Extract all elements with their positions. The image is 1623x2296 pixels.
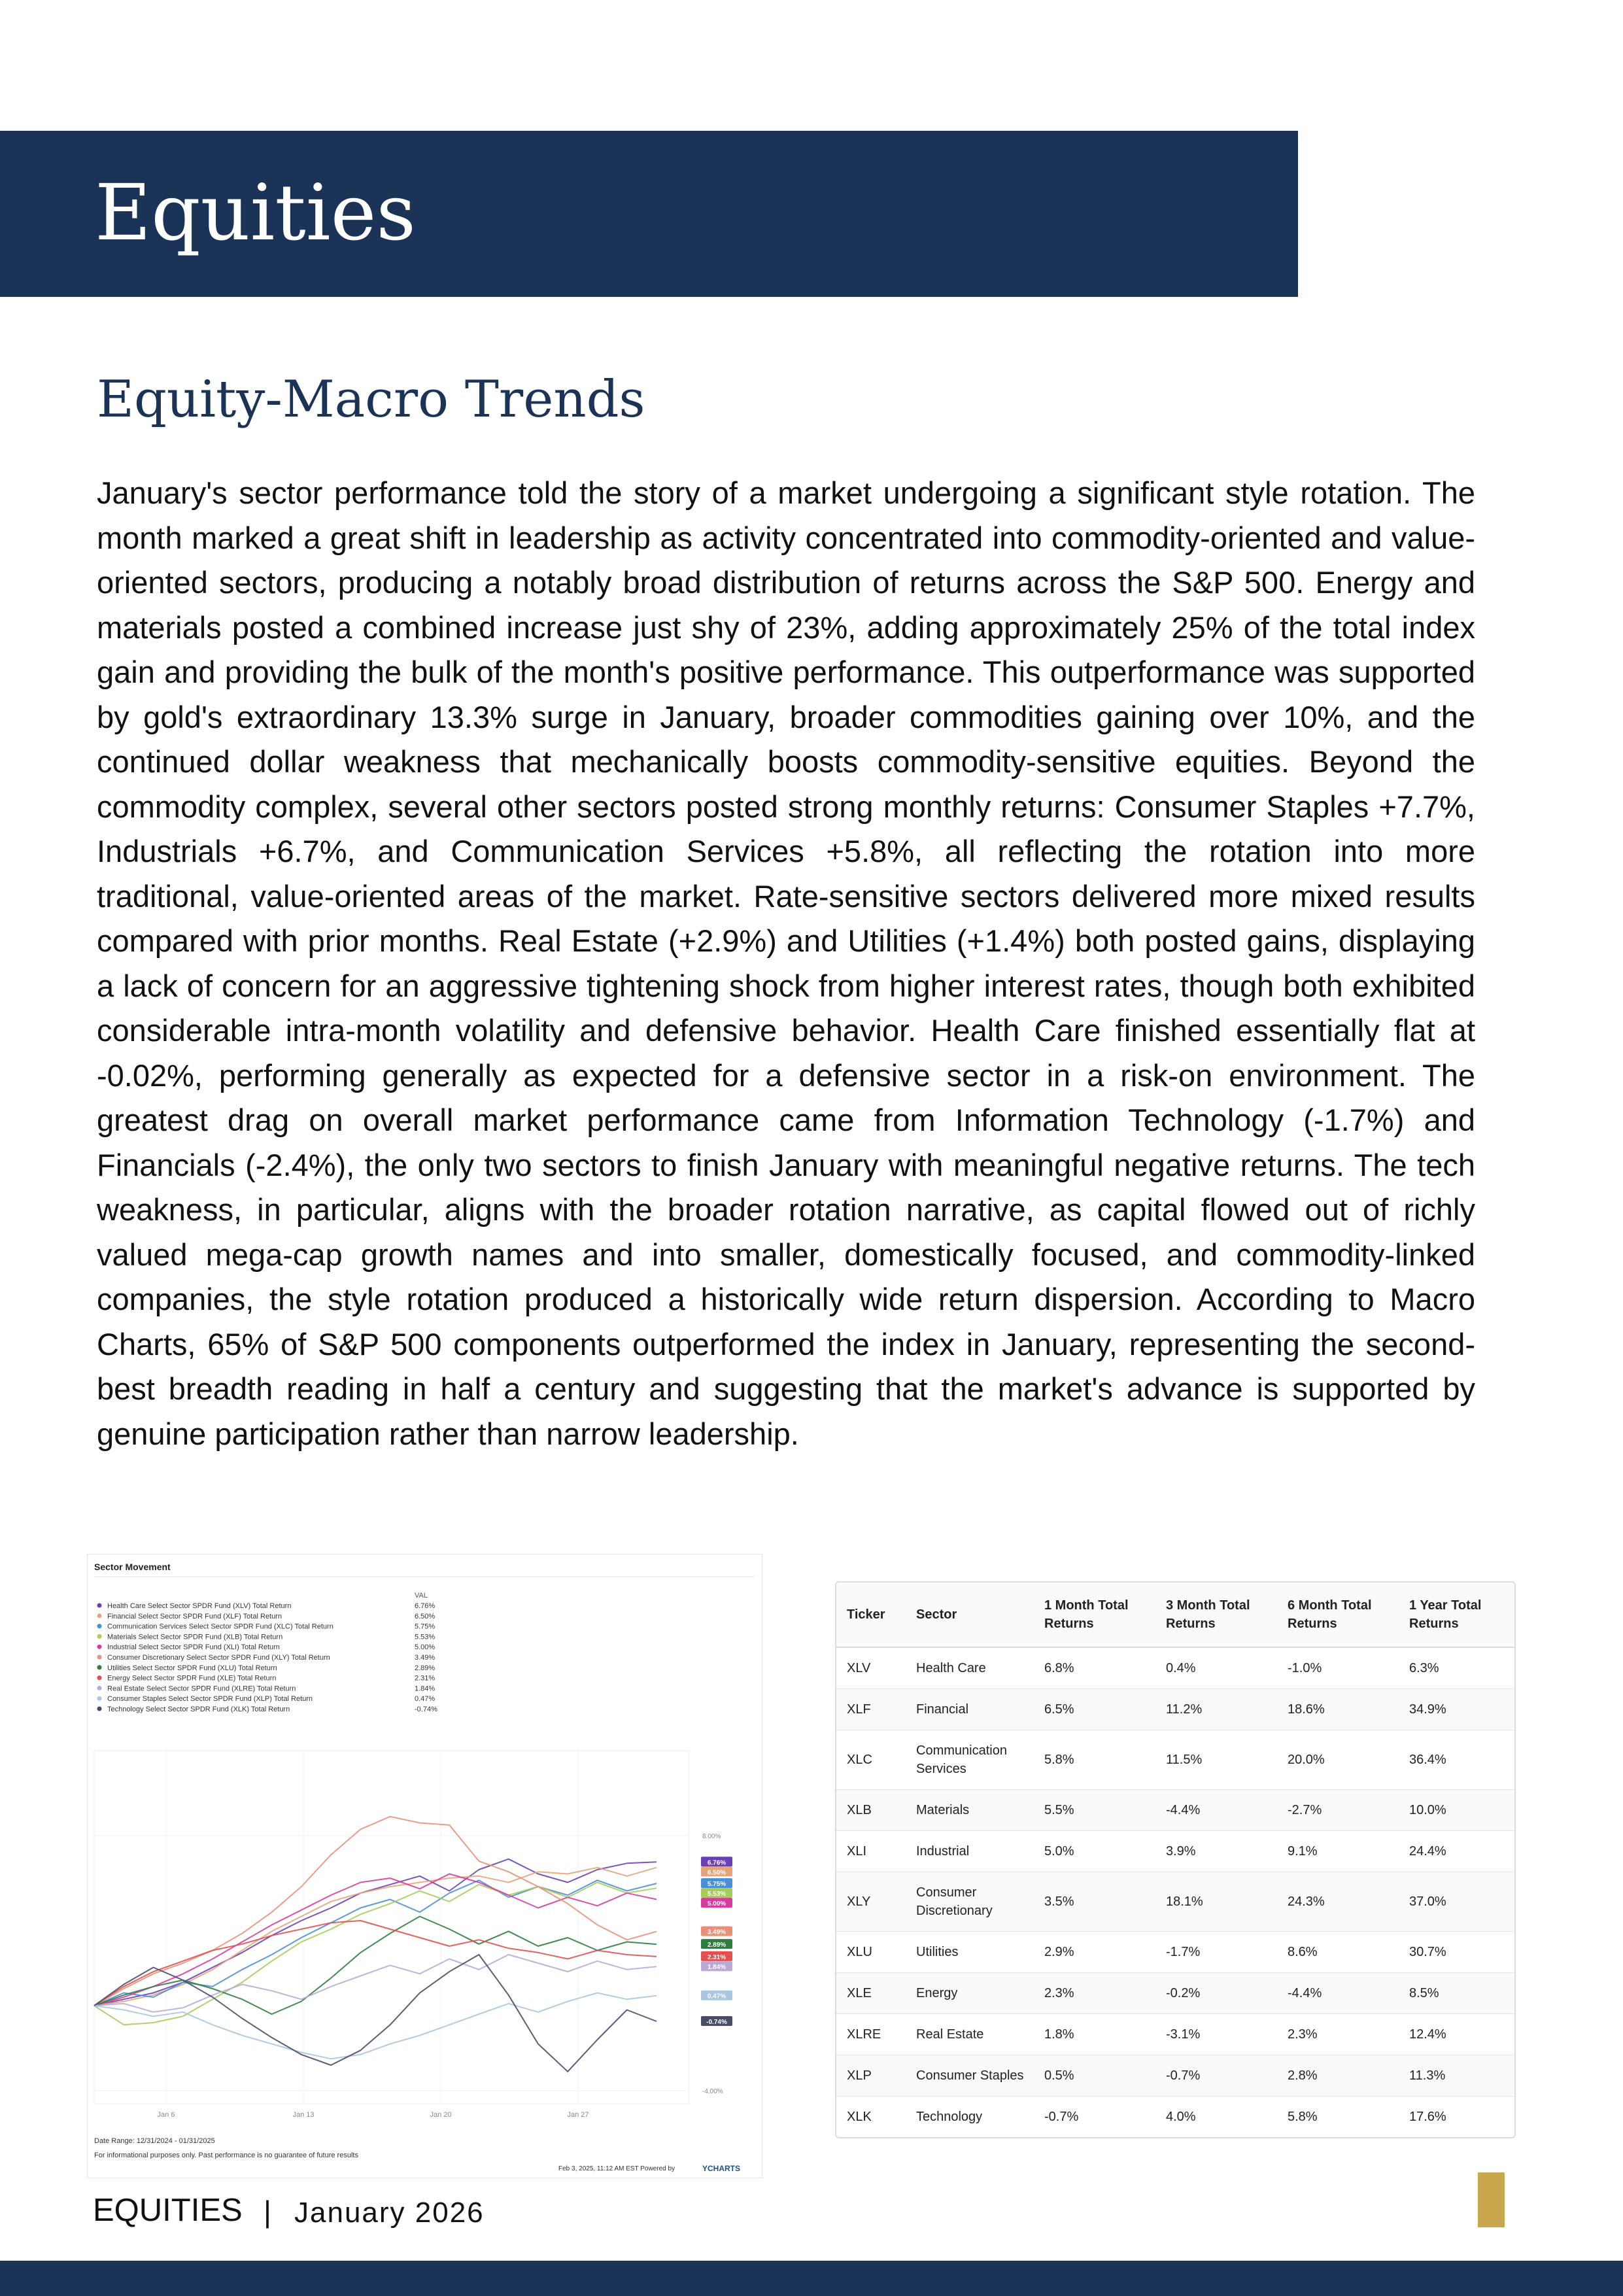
legend-value: 5.53%: [415, 1633, 436, 1641]
end-value-label: 2.89%: [707, 1942, 726, 1949]
cell-1m: 6.8%: [1034, 1648, 1155, 1689]
chart-timestamp: Feb 3, 2025, 11:12 AM EST Powered by: [558, 2165, 675, 2172]
cell-3m: 11.5%: [1155, 1730, 1277, 1790]
chart-title: Sector Movement: [94, 1562, 171, 1572]
cell-1y: 36.4%: [1399, 1730, 1514, 1790]
table-row: [836, 1790, 1514, 1831]
legend-dot: [97, 1665, 102, 1670]
cell-3m: -3.1%: [1155, 2014, 1277, 2055]
legend-value: 1.84%: [415, 1685, 436, 1693]
legend-value: 0.47%: [415, 1695, 436, 1704]
end-value-label: 6.76%: [707, 1859, 726, 1867]
cell-ticker: XLI: [836, 1831, 906, 1872]
legend-value: 5.75%: [415, 1622, 436, 1631]
end-value-label: -0.74%: [706, 2019, 727, 2027]
footer-date: January 2026: [294, 2197, 485, 2229]
footer-section-label: EQUITIES: [93, 2193, 243, 2228]
table-row: [836, 1932, 1514, 1973]
cell-1y: 6.3%: [1399, 1648, 1514, 1689]
end-value-label: 0.47%: [707, 1993, 726, 2000]
end-value-label: 3.49%: [707, 1928, 726, 1936]
cell-6m: -1.0%: [1277, 1648, 1399, 1689]
cell-3m: 3.9%: [1155, 1831, 1277, 1872]
legend-value: 6.50%: [415, 1612, 436, 1620]
cell-sector: Materials: [906, 1790, 1034, 1831]
end-value-label: 5.53%: [707, 1891, 726, 1898]
col-header-6m: 6 Month Total Returns: [1277, 1583, 1399, 1648]
footer-separator: |: [264, 2195, 271, 2229]
cell-ticker: XLU: [836, 1932, 906, 1973]
legend-dot: [97, 1707, 102, 1711]
cell-1m: 5.0%: [1034, 1831, 1155, 1872]
cell-6m: -2.7%: [1277, 1790, 1399, 1831]
sector-movement-chart: [87, 1554, 762, 2178]
end-value-label: 5.75%: [707, 1881, 726, 1889]
legend-value: 3.49%: [415, 1654, 436, 1662]
cell-6m: 2.8%: [1277, 2055, 1399, 2097]
ycharts-logo: YCHARTS: [702, 2164, 741, 2173]
series-line: [94, 1993, 657, 2059]
legend-dot: [97, 1624, 102, 1628]
cell-3m: 4.0%: [1166, 2110, 1196, 2124]
legend-label: Industrial Select Sector SPDR Fund (XLI) Total Return: [107, 1643, 280, 1652]
cell-3m: 11.2%: [1155, 1689, 1277, 1730]
series-line: [94, 1921, 657, 2006]
cell-3m: -0.7%: [1155, 2055, 1277, 2097]
legend-label: Health Care Select Sector SPDR Fund (XLV) Total Return: [107, 1602, 292, 1610]
cell-ticker: XLY: [836, 1872, 906, 1932]
legend-dot: [97, 1645, 102, 1649]
cell-sector: Utilities: [906, 1932, 1034, 1973]
table-row: [836, 1973, 1514, 2014]
cell-ticker: XLP: [836, 2055, 906, 2097]
cell-ticker: XLE: [836, 1973, 906, 2014]
legend-dot: [97, 1613, 102, 1618]
y-tick-label: 8.00%: [702, 1833, 721, 1840]
legend-label: Materials Select Sector SPDR Fund (XLB) Total Return: [107, 1633, 283, 1641]
legend-label: Technology Select Sector SPDR Fund (XLK) Total Return: [107, 1705, 290, 1713]
table-row: [836, 1831, 1514, 1872]
legend-label: Communication Services Select Sector SPDR Fund (XLC) Total Return: [107, 1622, 333, 1631]
x-tick-label: Jan 6: [157, 2111, 175, 2119]
chart-svg: [88, 1554, 763, 2179]
cell-1y: 11.3%: [1399, 2055, 1514, 2097]
cell-1m: 5.8%: [1034, 1730, 1155, 1790]
cell-6m: 9.1%: [1277, 1831, 1399, 1872]
cell-ticker: XLV: [836, 1648, 906, 1689]
table-row: [836, 1648, 1514, 1689]
cell-1m: -0.7%: [1044, 2110, 1079, 2124]
legend-value: 2.31%: [415, 1674, 436, 1683]
cell-1m: 3.5%: [1034, 1872, 1155, 1932]
end-value-label: 5.00%: [707, 1900, 726, 1908]
col-header-ticker: Ticker: [836, 1583, 906, 1648]
cell-sector: Health Care: [906, 1648, 1034, 1689]
x-tick-label: Jan 27: [567, 2111, 589, 2119]
section-title: Equity-Macro Trends: [97, 370, 645, 429]
table-row: [836, 1872, 1514, 1932]
legend-header: VAL: [415, 1592, 428, 1600]
disclaimer: For informational purposes only. Past performance is no guarantee of future results: [94, 2151, 358, 2159]
footer-bar: [0, 2261, 1623, 2296]
cell-sector: Technology: [916, 2110, 983, 2124]
cell-1y: 17.6%: [1409, 2110, 1446, 2124]
series-line: [94, 1817, 657, 2006]
cell-3m: 18.1%: [1155, 1872, 1277, 1932]
cell-ticker: XLRE: [836, 2014, 906, 2055]
series-line: [94, 1859, 657, 2006]
cell-1m: 1.8%: [1034, 2014, 1155, 2055]
legend-value: 2.89%: [415, 1664, 436, 1672]
cell-sector: Consumer Discretionary: [906, 1872, 1034, 1932]
legend-dot: [97, 1696, 102, 1701]
cell-ticker: XLB: [836, 1790, 906, 1831]
cell-1m: 2.9%: [1034, 1932, 1155, 1973]
legend-label: Consumer Staples Select Sector SPDR Fund (XLP) Total Return: [107, 1695, 313, 1704]
x-tick-label: Jan 20: [430, 2111, 452, 2119]
cell-3m: -0.2%: [1155, 1973, 1277, 2014]
plot-frame: [94, 1751, 689, 2104]
cell-1m: 6.5%: [1034, 1689, 1155, 1730]
legend-value: -0.74%: [415, 1705, 437, 1713]
table-row: [836, 1689, 1514, 1730]
end-value-label: 2.31%: [707, 1953, 726, 1961]
cell-ticker: XLC: [836, 1730, 906, 1790]
cell-sector: Communication Services: [906, 1730, 1034, 1790]
legend-label: Consumer Discretionary Select Sector SPDR Fund (XLY) Total Return: [107, 1654, 330, 1662]
x-tick-label: Jan 13: [292, 2111, 315, 2119]
cell-ticker: XLK: [847, 2110, 872, 2124]
legend-dot: [97, 1675, 102, 1680]
cell-6m: 2.3%: [1277, 2014, 1399, 2055]
legend-dot: [97, 1686, 102, 1690]
cell-6m: 24.3%: [1277, 1872, 1399, 1932]
table-header-row: [836, 1583, 1514, 1648]
cell-6m: -4.4%: [1277, 1973, 1399, 2014]
legend-label: Energy Select Sector SPDR Fund (XLE) Total Return: [107, 1674, 277, 1683]
end-value-label: 1.84%: [707, 1964, 726, 1972]
cell-1m: 0.5%: [1034, 2055, 1155, 2097]
y-tick-label: -4.00%: [702, 2088, 723, 2095]
cell-6m: 5.8%: [1288, 2110, 1318, 2124]
legend-dot: [97, 1634, 102, 1639]
gold-accent-block: [1478, 2172, 1505, 2227]
cell-1m: 5.5%: [1034, 1790, 1155, 1831]
cell-3m: 0.4%: [1155, 1648, 1277, 1689]
legend-label: Utilities Select Sector SPDR Fund (XLU) Total Return: [107, 1664, 277, 1672]
cell-6m: 8.6%: [1277, 1932, 1399, 1973]
cell-1m: 2.3%: [1034, 1973, 1155, 2014]
cell-1y: 10.0%: [1399, 1790, 1514, 1831]
cell-sector: Financial: [906, 1689, 1034, 1730]
col-header-1y: 1 Year Total Returns: [1399, 1583, 1514, 1648]
body-paragraph: January's sector performance told the story of a market undergoing a significant style rotation. The month marked a great shift in leadership as activity concentrated into commodity-oriented and value-oriented sectors, producing a notably broad distribution of returns across the S&P 500. Energy and materials posted a combined increase just shy of 23%, adding approximately 25% of the total index gain and providing the bulk of the month's positive performance. This outperformance was supported by gold's extraordinary 13.3% surge in January, broader commodities gaining over 10%, and the continued dollar weakness that mechanically boosts commodity-sensitive equities. Beyond the commodity complex, several other sectors posted strong monthly returns: Consumer Staples +7.7%, Industrials +6.7%, and Communication Services +5.8%, all reflecting the rotation into more traditional, value-oriented areas of the market. Rate-sensitive sectors delivered more mixed results compared with prior months. Real Estate (+2.9%) and Utilities (+1.4%) both posted gains, displaying a lack of concern for an aggressive tightening shock from higher interest rates, though both exhibited considerable intra-month volatility and defensive behavior. Health Care finished essentially flat at -0.02%, performing generally as expected for a defensive sector in a risk-on environment. The greatest drag on overall market performance came from Information Technology (-1.7%) and Financials (-2.4%), the only two sectors to finish January with meaningful negative returns. The tech weakness, in particular, aligns with the broader rotation narrative, as capital flowed out of richly valued mega-cap growth names and into smaller, domestically focused, and commodity-linked companies, the style rotation produced a historically wide return dispersion. According to Macro Charts, 65% of S&P 500 components outperformed the index in January, representing the second-best breadth reading in half a century and suggesting that the market's advance is supported by genuine participation rather than narrow leadership.: [97, 475, 1475, 1451]
cell-6m: 18.6%: [1277, 1689, 1399, 1730]
end-value-label: 6.50%: [707, 1869, 726, 1877]
cell-sector: Energy: [906, 1973, 1034, 2014]
page-title: Equities: [95, 167, 416, 258]
cell-3m: -4.4%: [1155, 1790, 1277, 1831]
cell-sector: Real Estate: [906, 2014, 1034, 2055]
cell-1y: 34.9%: [1399, 1689, 1514, 1730]
cell-1y: 12.4%: [1399, 2014, 1514, 2055]
col-header-sector: Sector: [906, 1583, 1034, 1648]
legend-value: 6.76%: [415, 1602, 436, 1610]
legend-label: Financial Select Sector SPDR Fund (XLF) Total Return: [107, 1612, 282, 1620]
cell-sector: Industrial: [906, 1831, 1034, 1872]
cell-1y: 24.4%: [1399, 1831, 1514, 1872]
returns-table: [835, 1581, 1516, 2138]
table-row: [836, 2097, 1514, 2137]
cell-1y: 37.0%: [1399, 1872, 1514, 1932]
cell-sector: Consumer Staples: [906, 2055, 1034, 2097]
col-header-1m: 1 Month Total Returns: [1034, 1583, 1155, 1648]
cell-6m: 20.0%: [1277, 1730, 1399, 1790]
legend-label: Real Estate Select Sector SPDR Fund (XLRE) Total Return: [107, 1685, 296, 1693]
table-row: [836, 2055, 1514, 2097]
table-row: [836, 2014, 1514, 2055]
cell-ticker: XLF: [836, 1689, 906, 1730]
col-header-3m: 3 Month Total Returns: [1155, 1583, 1277, 1648]
legend-dot: [97, 1655, 102, 1660]
cell-3m: -1.7%: [1155, 1932, 1277, 1973]
cell-1y: 30.7%: [1399, 1932, 1514, 1973]
date-range: Date Range: 12/31/2024 - 01/31/2025: [94, 2137, 215, 2145]
table-row: [836, 1730, 1514, 1790]
cell-1y: 8.5%: [1399, 1973, 1514, 2014]
legend-value: 5.00%: [415, 1643, 436, 1652]
legend-dot: [97, 1603, 102, 1608]
